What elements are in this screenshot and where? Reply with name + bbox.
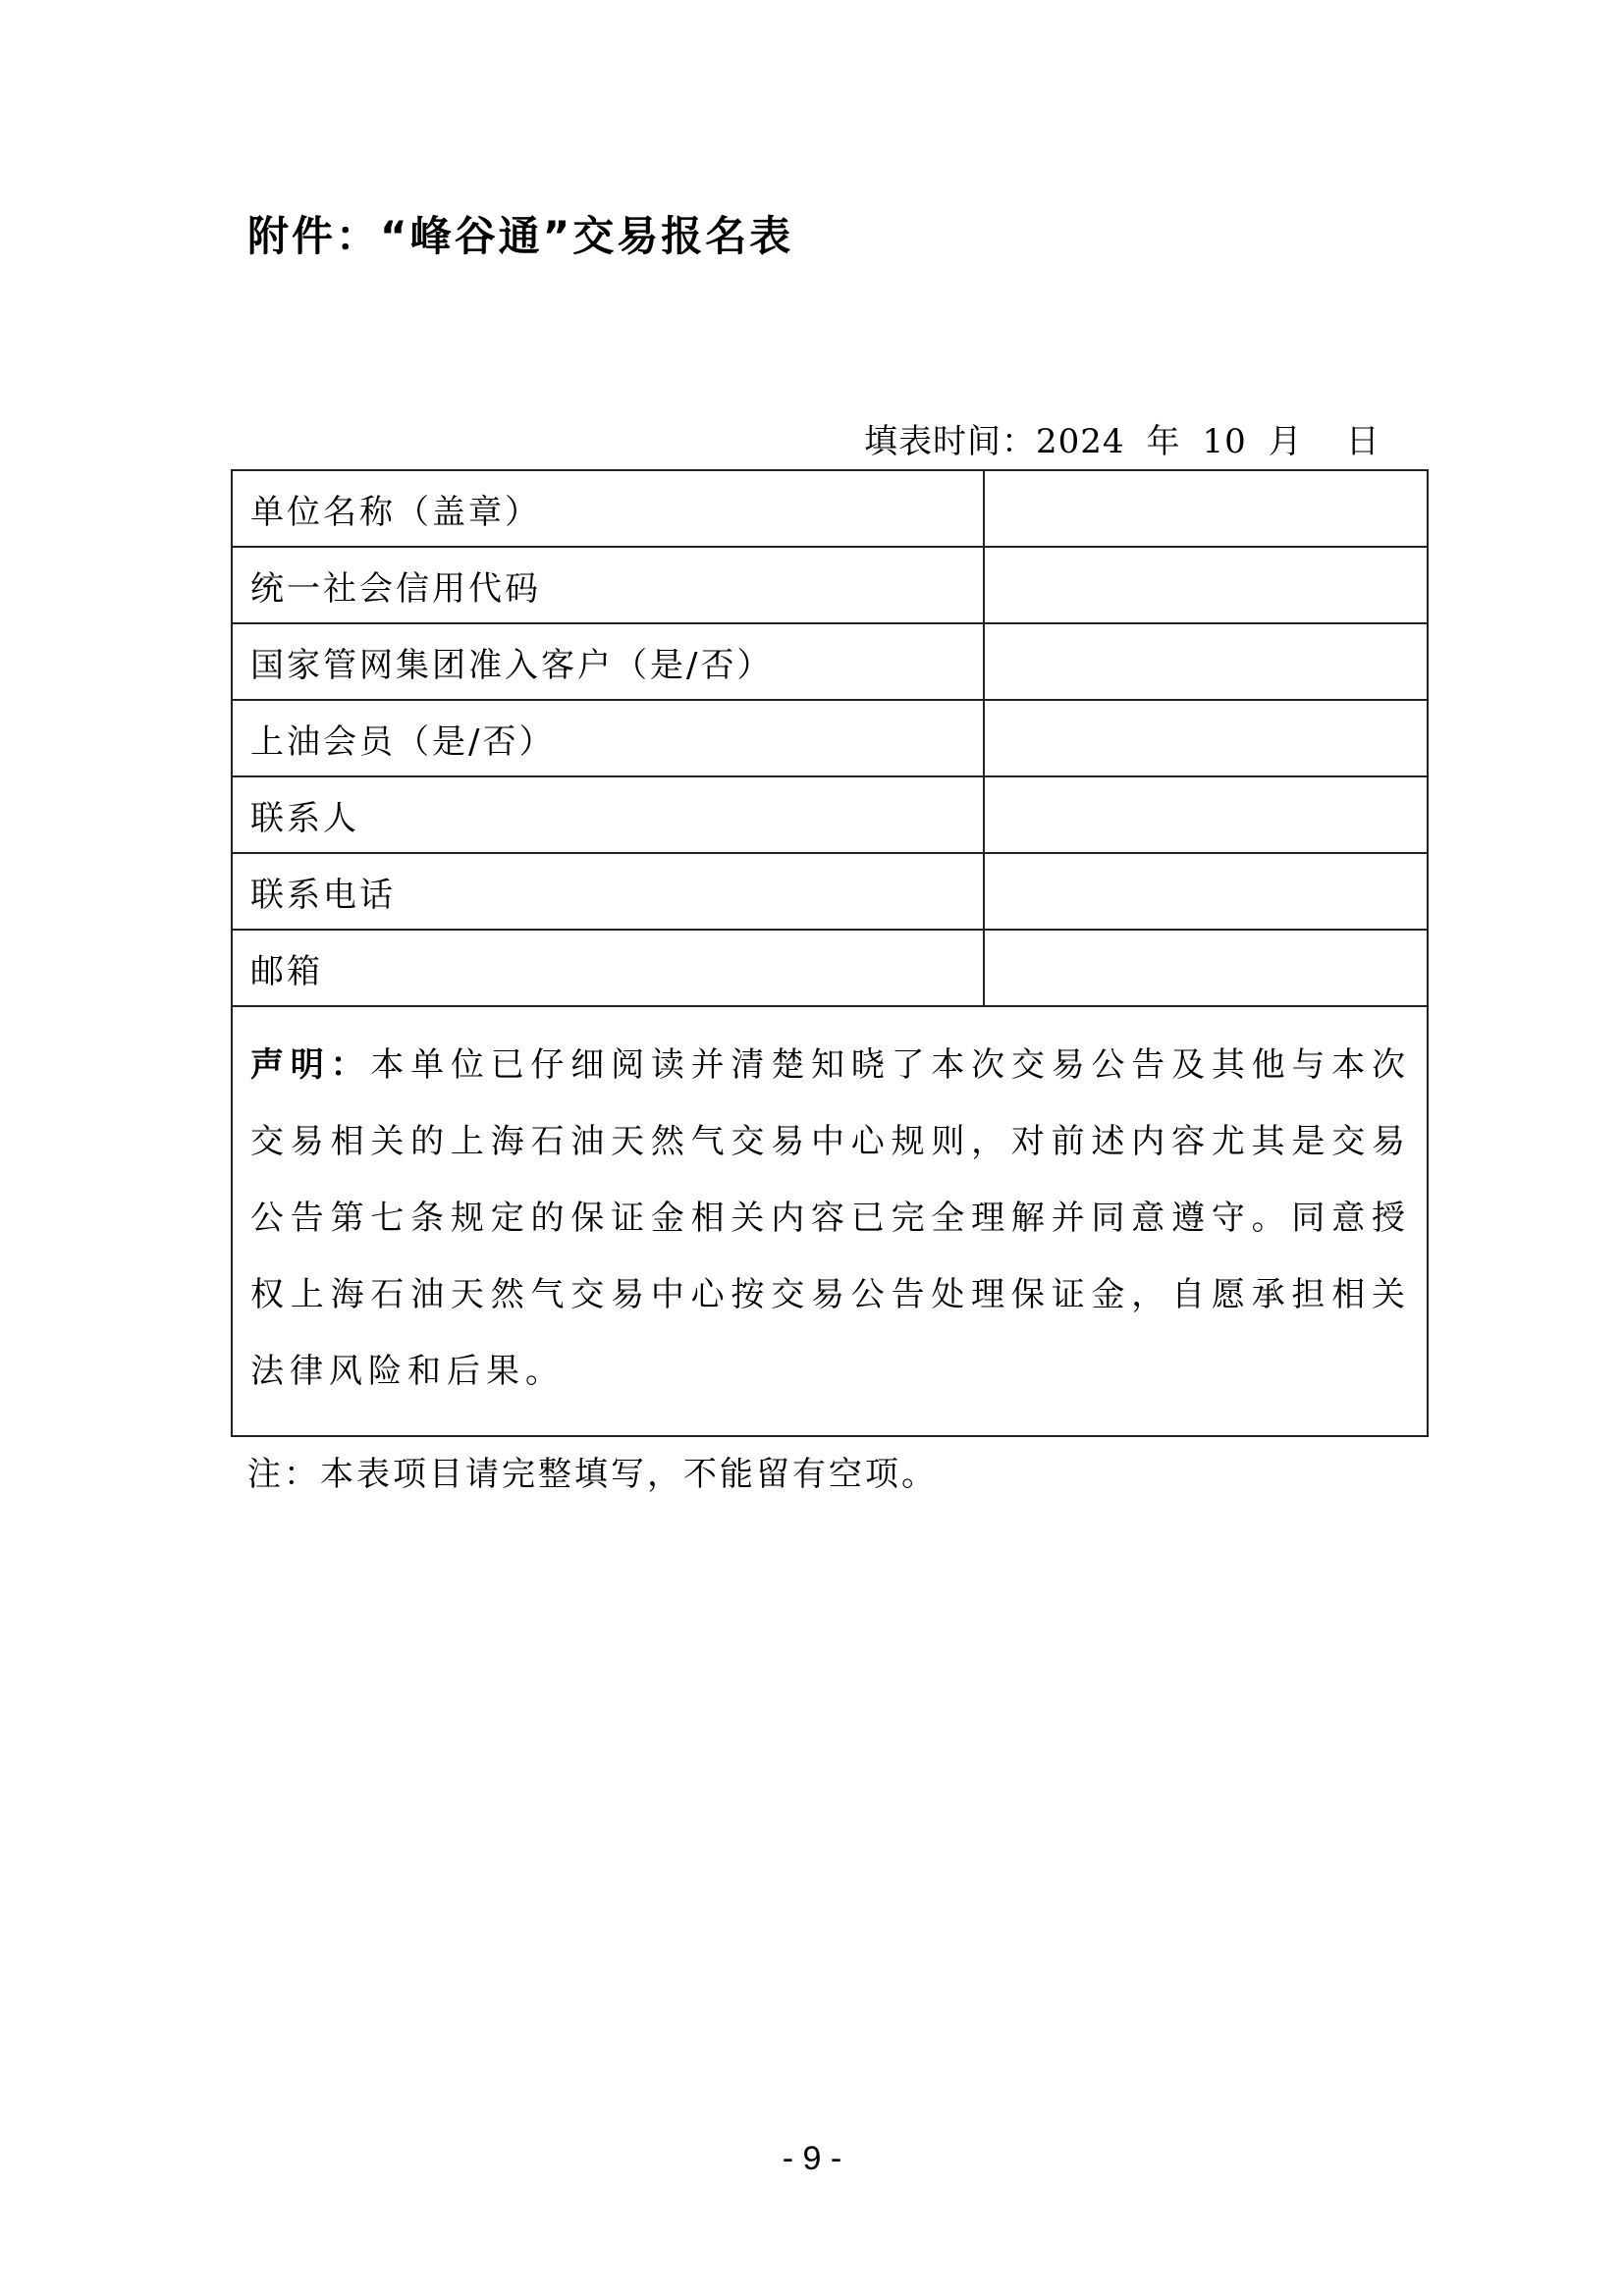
row-label-credit-code: 统一社会信用代码 bbox=[232, 547, 984, 623]
page-number: - 9 - bbox=[782, 2140, 842, 2177]
row-label-unit-name: 单位名称（盖章） bbox=[232, 470, 984, 547]
registration-form-table bbox=[231, 469, 1429, 1437]
statement-label: 声明： bbox=[250, 1045, 371, 1085]
statement-cell bbox=[232, 1006, 1428, 1436]
fill-date-year: 2024 bbox=[1036, 422, 1125, 461]
form-row-contact-phone bbox=[232, 853, 1428, 930]
form-row-contact-person bbox=[232, 776, 1428, 853]
row-value-email[interactable] bbox=[984, 930, 1428, 1006]
row-value-contact-phone[interactable] bbox=[984, 853, 1428, 930]
form-row-statement bbox=[232, 1006, 1428, 1436]
row-label-contact-person: 联系人 bbox=[232, 776, 984, 853]
fill-date-day-unit: 日 bbox=[1345, 422, 1380, 461]
row-label-pipeline-customer: 国家管网集团准入客户（是/否） bbox=[232, 623, 984, 700]
fill-date bbox=[864, 414, 1380, 462]
document-title: 附件：“峰谷通”交易报名表 bbox=[247, 212, 794, 260]
form-row-pipeline-customer bbox=[232, 623, 1428, 700]
fill-date-month: 10 bbox=[1202, 422, 1247, 461]
statement-text: 本单位已仔细阅读并清楚知晓了本次交易公告及其他与本次交易相关的上海石油天然气交易中心规则，对前述内容尤其是交易公告第七条规定的保证金相关内容已完全理解并同意遵守。同意授权上海石油天然气交易中心按交易公告处理保证金，自愿承担相关法律风险和后果。 bbox=[250, 1045, 1412, 1391]
row-label-email: 邮箱 bbox=[232, 930, 984, 1006]
form-row-unit-name bbox=[232, 470, 1428, 547]
row-value-unit-name[interactable] bbox=[984, 470, 1428, 547]
form-row-credit-code bbox=[232, 547, 1428, 623]
row-label-member: 上油会员（是/否） bbox=[232, 700, 984, 776]
fill-date-month-unit: 月 bbox=[1268, 422, 1303, 461]
row-label-contact-phone: 联系电话 bbox=[232, 853, 984, 930]
form-row-email bbox=[232, 930, 1428, 1006]
row-value-contact-person[interactable] bbox=[984, 776, 1428, 853]
fill-date-year-unit: 年 bbox=[1146, 422, 1181, 461]
form-row-member bbox=[232, 700, 1428, 776]
row-value-pipeline-customer[interactable] bbox=[984, 623, 1428, 700]
form-note: 注：本表项目请完整填写，不能留有空项。 bbox=[247, 1455, 938, 1494]
row-value-member[interactable] bbox=[984, 700, 1428, 776]
row-value-credit-code[interactable] bbox=[984, 547, 1428, 623]
fill-date-label: 填表时间： bbox=[864, 422, 1036, 461]
